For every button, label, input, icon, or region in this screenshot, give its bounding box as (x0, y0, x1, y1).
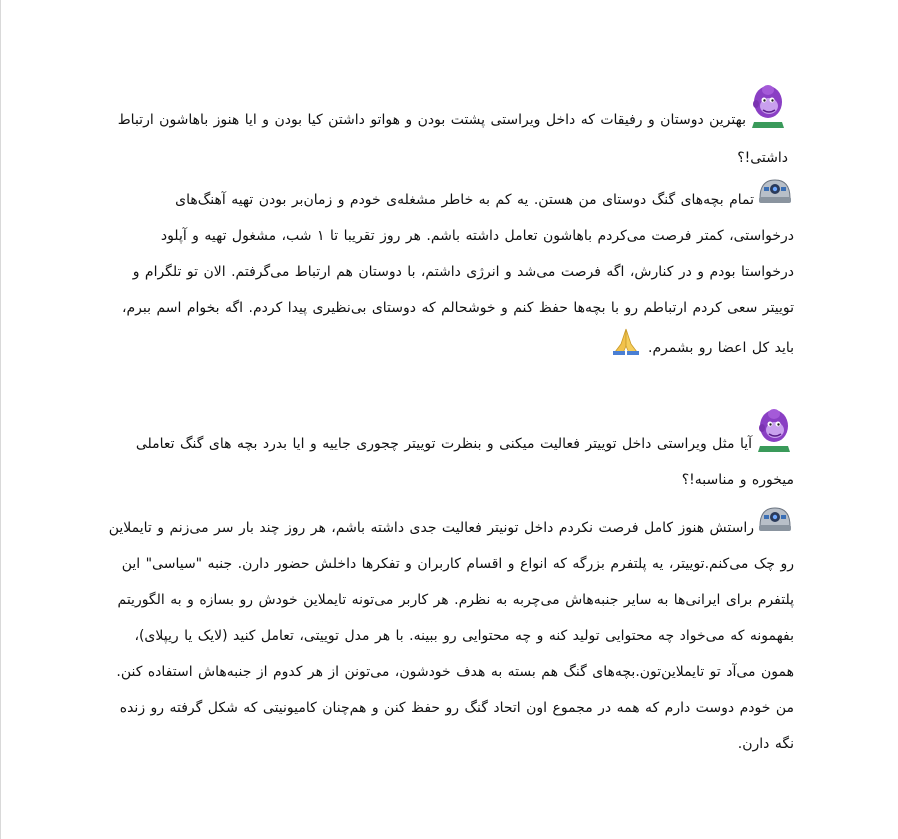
answer-paragraph-1 (105, 176, 794, 366)
question-text-2: آیا مثل ویراستی داخل توییتر فعالیت میکنی و بنظرت توییتر چجوری جاییه و ایا بدرد بچه های گنگ تعاملی میخوره و مناسبه!؟ (135, 436, 794, 488)
question-paragraph-2 (131, 406, 794, 498)
robot-dome-avatar-icon (756, 176, 794, 206)
robot-dome-avatar-icon (756, 504, 794, 534)
purple-gorilla-avatar-icon (748, 82, 788, 128)
folded-hands-emoji-icon (611, 326, 641, 356)
question-paragraph-1 (113, 82, 788, 177)
answer-text-2: راستش هنوز کامل فرصت نکردم داخل تونیتر فعالیت جدی داشته باشم، هر روز چند بار سر می‌زنم و تایملاین رو چک می‌کنم.توییتر، یه پلتفرم بزرگه که انواع و اقسام کاربران و تفکرها داخلش حضور دارن. جنبه "سیاسی" این پلتفرم برای ایرانی‌ها به سایر جنبه‌هاش می‌چربه به نظرم. هر کاربر می‌تونه تایملاین خودش رو بسازه و به الگوریتم بفهمونه که می‌خواد چه محتوایی تولید کنه و چه محتوایی رو ببینه. با هر مدل توییتی، تعامل کنید (لایک یا ریپلای)، همون می‌آد تو تایملاین‌تون.بچه‌های گنگ هم بسته به هدف خودشون، می‌تونن از هر کدوم از جنبه‌هاش استفاده کنن. من خودم دوست دارم که همه در مجموع اون اتحاد گنگ رو حفظ کنن و هم‌چنان کامیونیتی که شکل گرفته رو زنده نگه دارن. (108, 520, 794, 752)
answer-paragraph-2 (105, 504, 794, 762)
purple-gorilla-avatar-icon (754, 406, 794, 452)
answer-text-1: تمام بچه‌های گنگ دوستای من هستن. یه کم به خاطر مشغله‌ی خودم و زمان‌بر بودن تهیه آهنگ‌های درخواستی، کمتر فرصت می‌کردم باهاشون تعامل داشته باشم. هر روز تقریبا تا ۱ شب، مشغول تهیه و آپلود درخواستا بودم و در کنارش، اگه فرصت می‌شد و انرژی داشتم، با دوستان هم ارتباط می‌گرفتم. الان تو تلگرام و توییتر سعی کردم ارتباطم رو با بچه‌ها حفظ کنم و خوشحالم که دوستای بی‌نظیری پیدا کردم. اگه بخوام اسم ببرم، باید کل اعضا رو بشمرم. (121, 192, 794, 356)
question-text-1: بهترین دوستان و رفیقات که داخل ویراستی پشتت بودن و هواتو داشتن کیا بودن و ایا هنوز باهاشون ارتباط داشتی!؟ (117, 112, 788, 166)
